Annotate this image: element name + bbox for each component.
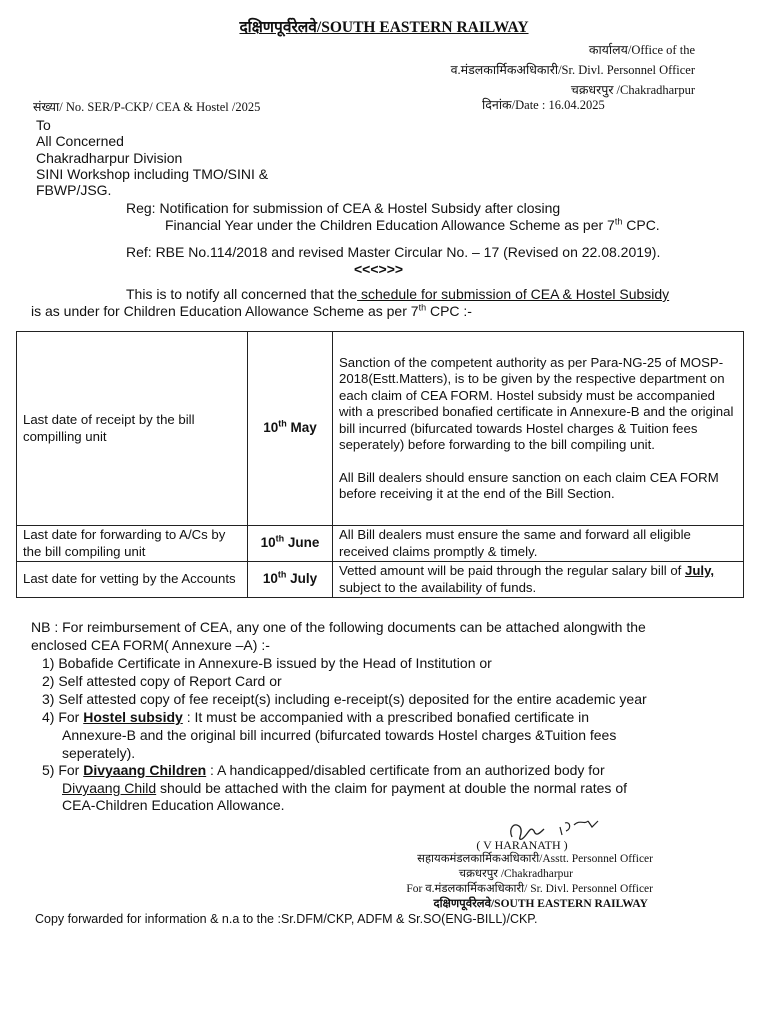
office-line: व.मंडलकार्मिकअधिकारी/Sr. Divl. Personnel Officer [450, 63, 695, 77]
table-row [17, 332, 744, 526]
office-line: कार्यालय/Office of the [588, 43, 695, 57]
intro-line1: This is to notify all concerned that the schedule for submission of CEA & Hostel Subsidy [126, 286, 670, 302]
address-line: All Concerned [36, 133, 124, 149]
nb-list-item: 3) Self attested copy of fee receipt(s) including e-receipt(s) deposited for the entire academic year [42, 691, 647, 707]
table-cell-date: 10th June [248, 526, 333, 562]
letter-date: दिनांक/Date : 16.04.2025 [482, 98, 605, 112]
nb-list-item: 4) For Hostel subsidy : It must be accompanied with a prescribed bonafied certificate in [42, 709, 590, 725]
address-line: Chakradharpur Division [36, 150, 183, 166]
nb-list-item: 2) Self attested copy of Report Card or [42, 673, 282, 689]
signature-line: चक्रधरपुर /Chakradharpur [458, 868, 573, 880]
nb-list-item: 5) For Divyaang Children : A handicapped/disabled certificate from an authorized body for [42, 762, 605, 778]
table-cell-label: Last date for vetting by the Accounts [17, 562, 248, 598]
signature-line: For व.मंडलकार्मिकअधिकारी/ Sr. Divl. Personnel Officer [406, 883, 653, 895]
table-cell-label: Last date of receipt by the bill compilling unit [17, 332, 248, 526]
table-cell-remark: Sanction of the competent authority as per Para-NG-25 of MOSP-2018(Estt.Matters), is to be given by the respective department on each claim of CEA FORM. Hostel subsidy must be accompanied with a prescribed bonafied certificate in Annexure-B and the original bill incurred (bifurcated towards Hostel charges & Tuition fees seperately) before forwarding to the bill compiling unit. All Bill dealers should ensure sanction on each claim CEA FORM before receiving it at the end of the Bill Section. [333, 332, 744, 526]
table-row [17, 562, 744, 598]
nb-line2: enclosed CEA FORM( Annexure –A) :- [31, 637, 270, 653]
table-cell-remark: All Bill dealers must ensure the same and forward all eligible received claims promptly & timely. [333, 526, 744, 562]
table-row [17, 526, 744, 562]
separator: <<<>>> [354, 261, 404, 277]
table-cell-date: 10th July [248, 562, 333, 598]
address-to: To [36, 117, 51, 133]
table-cell-label: Last date for forwarding to A/Cs by the bill compiling unit [17, 526, 248, 562]
table-cell-date: 10th May [248, 332, 333, 526]
schedule-table [16, 331, 744, 598]
subject-reg-line2: Financial Year under the Children Education Allowance Scheme as per 7th CPC. [165, 216, 660, 233]
header-title: दक्षिणपूर्वरेलवे/SOUTH EASTERN RAILWAY [239, 19, 529, 36]
intro-line2: is as under for Children Education Allowance Scheme as per 7th CPC :- [31, 302, 472, 319]
table-cell-remark: Vetted amount will be paid through the regular salary bill of July, subject to the availability of funds. [333, 562, 744, 598]
nb-line1: NB : For reimbursement of CEA, any one of the following documents can be attached alongwith the [31, 619, 646, 635]
signature-line: सहायकमंडलकार्मिकअधिकारी/Asstt. Personnel Officer [417, 853, 653, 865]
office-line: चक्रधरपुर /Chakradharpur [570, 83, 695, 97]
address-line: FBWP/JSG. [36, 182, 112, 198]
signature-block [340, 852, 653, 912]
address-line: SINI Workshop including TMO/SINI & [36, 166, 269, 182]
nb-list-item-cont: CEA-Children Education Allowance. [62, 797, 285, 813]
nb-list-item-cont: Divyaang Child should be attached with the claim for payment at double the normal rates of [62, 780, 627, 796]
copy-forwarded: Copy forwarded for information & n.a to the :Sr.DFM/CKP, ADFM & Sr.SO(ENG-BILL)/CKP. [35, 912, 538, 926]
signature-line: दक्षिणपूर्वरेलवे/SOUTH EASTERN RAILWAY [433, 898, 648, 910]
letter-number: संख्या/ No. SER/P-CKP/ CEA & Hostel /2025 [33, 100, 261, 114]
subject-ref: Ref: RBE No.114/2018 and revised Master Circular No. – 17 (Revised on 22.08.2019). [126, 244, 661, 260]
signatory-name: ( V HARANATH ) [476, 838, 568, 852]
nb-list-item-cont: seperately). [62, 745, 136, 761]
nb-list-item-cont: Annexure-B and the original bill incurred (bifurcated towards Hostel charges &Tuition fees [62, 727, 617, 743]
subject-reg-line1: Reg: Notification for submission of CEA & Hostel Subsidy after closing [126, 200, 561, 216]
office-block [395, 40, 705, 100]
nb-list-item: 1) Bobafide Certificate in Annexure-B issued by the Head of Institution or [42, 655, 492, 671]
